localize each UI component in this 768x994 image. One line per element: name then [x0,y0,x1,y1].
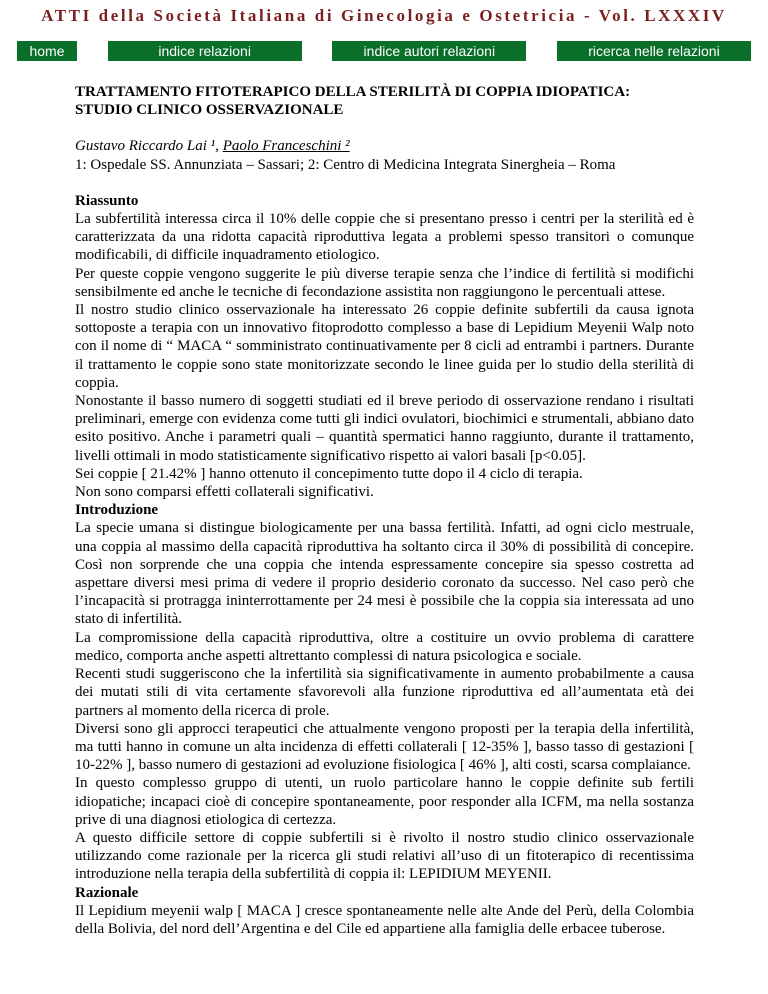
paragraph: Non sono comparsi effetti collaterali significativi. [75,484,374,501]
paragraph: La subfertilità interessa circa il 10% delle coppie che si presentano presso i centri per la sterilità ed è caratterizzata da una ridotta capacità riproduttiva legata a problemi spesso transitori o comunque modificabili, di difficile inquadramento etiologico. [75,211,694,264]
paragraph: Recenti studi suggeriscono che la infertilità sia significativamente in aumento probabilmente a causa dei mutati stili di vita certamente sfavorevoli alla funzione riproduttiva ed all’aumentata età dei partners al momento della ricerca di prole. [75,666,694,719]
paragraph: Per queste coppie vengono suggerite le più diverse terapie senza che l’indice di fertilità si modifichi sensibilmente ed anche le tecniche di fecondazione assistita non raggiungono le percentuali attese. [75,265,694,300]
nav-ricerca-button[interactable]: ricerca nelle relazioni [557,41,751,61]
journal-title: ATTI della Società Italiana di Ginecologia e Ostetricia - Vol. LXXXIV [41,6,727,25]
affiliation: 1: Ospedale SS. Annunziata – Sassari; 2: Centro di Medicina Integrata Sinergheia – Roma [75,156,616,173]
paper-title-line2: STUDIO CLINICO OSSERVAZIONALE [75,102,344,119]
section-heading-riassunto: Riassunto [75,192,139,209]
section-heading-razionale: Razionale [75,884,139,901]
paragraph: Sei coppie [ 21.42% ] hanno ottenuto il concepimento tutte dopo il 4 ciclo di terapia. [75,465,583,482]
paragraph: La compromissione della capacità riproduttiva, oltre a costituire un ovvio problema di carattere medico, comporta anche aspetti altrettanto complessi di natura psicologica e sociale. [75,629,694,664]
nav-indice-autori-button[interactable]: indice autori relazioni [332,41,526,61]
paper-title-line1: TRATTAMENTO FITOTERAPICO DELLA STERILITÀ DI COPPIA IDIOPATICA: [75,84,631,100]
nav-home-button[interactable]: home [17,41,77,61]
author-1: Gustavo Riccardo Lai ¹, [75,138,223,155]
paper-title [75,83,694,119]
paragraph: Nonostante il basso numero di soggetti studiati ed il breve periodo di osservazione rendano i risultati preliminari, emerge con evidenza come tutti gli indici ovulatori, biochimici e strumentali, abbiano dato esito positivo. Anche i parametri quali – quantità spermatici hanno raggiunto, durante il trattamento, livelli ottimali in modo statisticamente significativo rispetto ai valori basali [p<0.05]. [75,393,694,464]
nav-bar [17,41,751,61]
author-2: Paolo Franceschini ² [222,138,350,155]
paragraph: In questo complesso gruppo di utenti, un ruolo particolare hanno le coppie definite sub fertili idiopatiche; incapaci cioè di concepire spontaneamente, poor responder alla ICFM, ma nella sostanza prive di una diagnosi etiologica di certezza. [75,775,694,828]
authors [75,137,694,155]
paragraph: A questo difficile settore di coppie subfertili si è rivolto il nostro studio clinico osservazionale utilizzando come razionale per la ricerca gli studi relativi all’uso di un fitoterapico di recentissima introduzione nella terapia della subfertilità di coppia il: LEPIDIUM MEYENII. [75,829,694,883]
paragraph: La specie umana si distingue biologicamente per una bassa fertilità. Infatti, ad ogni ciclo mestruale, una coppia al massimo della capacità riproduttiva ha soltanto circa il 30% di possibilità di concepire. Così non sorprende che una coppia che intenda espressamente concepire sia spesso costretta ad aspettare diversi mesi prima di vedere il proprio desiderio coronato da successo. Nel caso però che l’incapacità si protragga ininterrottamente per 24 mesi è possibile che la coppia sia interessata ad uno stato di infertilità. [75,520,694,628]
nav-indice-relazioni-button[interactable]: indice relazioni [108,41,302,61]
section-heading-introduzione: Introduzione [75,502,159,519]
paragraph: Il Lepidium meyenii walp [ MACA ] cresce spontaneamente nelle alte Ande del Perù, della Colombia della Bolivia, del nord dell’Argentina e del Cile ed appartiene alla famiglia delle erbacee tuberose. [75,902,694,937]
article-body [75,83,694,938]
paragraph: Il nostro studio clinico osservazionale ha interessato 26 coppie definite subfertili da causa ignota sottoposte a terapia con un innovativo fitoprodotto complesso a base di Lepidium Meyenii Walp noto con il nome di “ MACA “ somministrato continuativamente per 8 cicli ad entrambi i partners. Durante il trattamento le coppie sono state monitorizzate secondo le linee guida per lo studio della sterilità di coppia. [75,302,694,391]
paragraph: Diversi sono gli approcci terapeutici che attualmente vengono proposti per la terapia della infertilità, ma tutti hanno in comune un alta incidenza di effetti collaterali [ 12-35% ], basso tasso di gestazioni [ 10-22% ], basso numero di gestazioni ad evoluzione fisiologica [ 46% ], alti costi, scarsa complaiance. [75,720,694,774]
